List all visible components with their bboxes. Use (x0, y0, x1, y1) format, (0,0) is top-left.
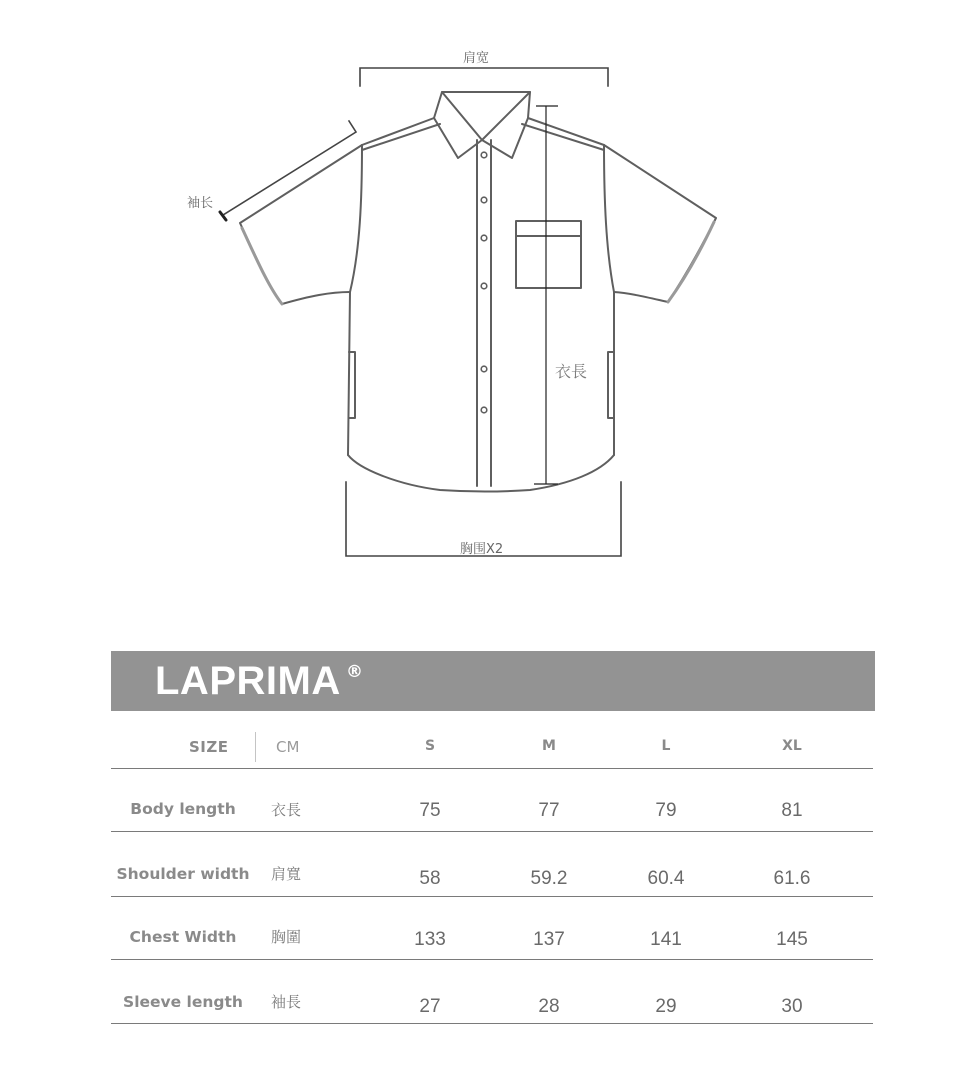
unit-header: CM (276, 738, 300, 756)
row-label-zh: 衣長 (271, 801, 302, 819)
column-header-s: S (424, 738, 436, 754)
shirt-yoke-right (522, 124, 604, 150)
row-label-zh: 袖長 (271, 993, 302, 1011)
table-cell: 137 (533, 929, 565, 950)
table-divider (111, 1023, 873, 1024)
table-row (111, 769, 875, 833)
table-cell: 27 (419, 996, 441, 1017)
shirt-hem (348, 455, 614, 492)
table-cell: 133 (414, 929, 446, 950)
table-cell: 58 (419, 868, 441, 889)
table-cell: 79 (655, 800, 677, 821)
row-label-zh: 肩寬 (271, 865, 302, 883)
shirt-button-6 (481, 407, 487, 413)
table-row (111, 897, 875, 959)
chest-label: 胸围X2 (460, 542, 504, 557)
row-label-zh: 胸圍 (271, 928, 302, 946)
brand-name: LAPRIMA (155, 659, 341, 703)
table-cell: 145 (776, 929, 808, 950)
table-row (111, 960, 875, 1024)
body-length-label: 衣長 (555, 362, 588, 381)
shirt-shoulder-left (362, 118, 434, 145)
shirt-sleeve-right (604, 145, 716, 302)
shirt-button-2 (481, 197, 487, 203)
shirt-button-1 (481, 152, 487, 158)
column-header-xl: XL (782, 738, 802, 754)
shirt-sleeve-left (240, 145, 362, 304)
table-cell: 28 (538, 996, 560, 1017)
shirt-collar (434, 92, 530, 158)
registered-mark: ® (346, 662, 363, 682)
shirt-collar-inner (442, 92, 530, 140)
table-cell: 77 (538, 800, 560, 821)
table-row (111, 832, 875, 896)
row-label-en: Chest Width (129, 928, 237, 946)
row-label-en: Shoulder width (116, 865, 250, 883)
sleeve-hem-left (242, 228, 282, 304)
table-cell: 141 (650, 929, 682, 950)
column-header-l: L (661, 738, 671, 754)
table-cell: 29 (655, 996, 677, 1017)
shirt-button-3 (481, 235, 487, 241)
sleeve-measure-line (223, 121, 356, 215)
table-cell: 61.6 (773, 868, 811, 889)
shoulder-measure-line (360, 68, 608, 86)
sleeve-hem-right (668, 222, 714, 302)
table-cell: 30 (781, 996, 803, 1017)
table-cell: 59.2 (530, 868, 568, 889)
table-cell: 81 (781, 800, 803, 821)
shirt-yoke-left (362, 124, 440, 150)
row-label-en: Body length (130, 800, 236, 818)
shoulder-width-label: 肩宽 (463, 51, 490, 66)
shirt-pocket (516, 221, 581, 288)
table-cell: 75 (419, 800, 441, 821)
shirt-shoulder-right (528, 118, 604, 145)
shirt-placket (477, 140, 491, 486)
brand-banner (111, 651, 875, 711)
shirt-button-5 (481, 366, 487, 372)
table-header-row (111, 711, 875, 768)
size-header: SIZE (189, 738, 229, 756)
shirt-button-4 (481, 283, 487, 289)
column-header-m: M (542, 738, 556, 754)
sleeve-length-label: 袖长 (187, 196, 214, 211)
row-label-en: Sleeve length (123, 993, 243, 1011)
table-cell: 60.4 (647, 868, 685, 889)
header-separator (255, 732, 256, 762)
